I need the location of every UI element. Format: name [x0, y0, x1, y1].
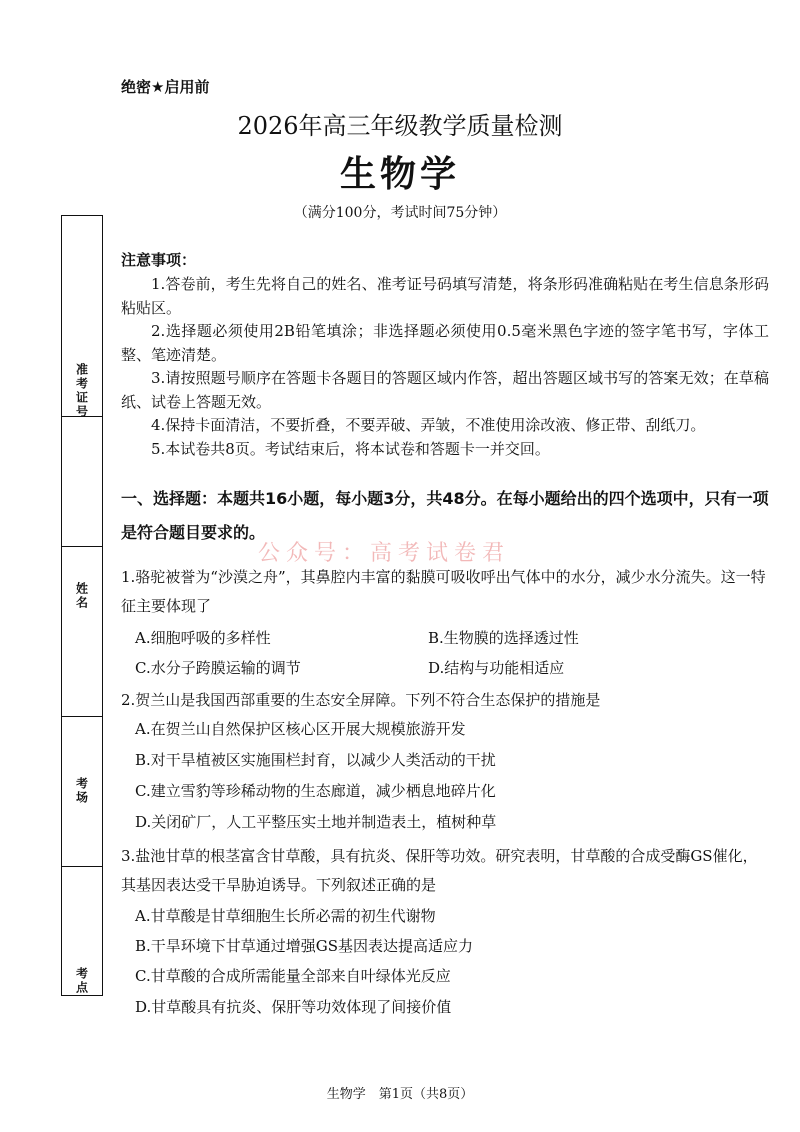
notice-title: 注意事项： [121, 251, 197, 269]
question-3-option-a: A.甘草酸是甘草细胞生长所必需的初生代谢物 [135, 907, 436, 925]
notice-item: 5.本试卷共8页。考试结束后，将本试卷和答题卡一并交回。 [151, 440, 550, 458]
question-2-option-b: B.对干旱植被区实施围栏封育，以减少人类活动的干扰 [135, 751, 496, 769]
question-1-option-a: A.细胞呼吸的多样性 [135, 629, 271, 647]
section-heading: 一、选择题：本题共16小题，每小题3分，共48分。在每小题给出的四个选项中，只有一项是符合题目要求的。 [121, 489, 769, 542]
question-1-stem: 1.骆驼被誉为“沙漠之舟”，其鼻腔内丰富的黏膜可吸收呼出气体中的水分，减少水分流失。这一特征主要体现了 [121, 568, 766, 615]
question-1-option-d: D.结构与功能相适应 [428, 659, 565, 677]
page-footer: 生物学 第1页（共8页） [326, 1087, 474, 1102]
strip-divider [62, 546, 102, 547]
question-1-option-c: C.水分子跨膜运输的调节 [135, 659, 301, 677]
exam-meta: （满分100分，考试时间75分钟） [293, 205, 507, 221]
secret-mark: 绝密★启用前 [121, 78, 210, 96]
question-3-option-b: B.干旱环境下甘草通过增强GS基因表达提高适应力 [135, 937, 474, 955]
question-3-option-d: D.甘草酸具有抗炎、保肝等功效体现了间接价值 [135, 998, 452, 1016]
question-2-option-a: A.在贺兰山自然保护区核心区开展大规模旅游开发 [135, 720, 466, 738]
notice-item: 1.答卷前，考生先将自己的姓名、准考证号码填写清楚，将条形码准确粘贴在考生信息条形码粘贴区。 [121, 275, 769, 317]
strip-label-room: 考场 [74, 777, 89, 805]
strip-label-site: 考点 [74, 967, 89, 995]
subject-title: 生物学 [339, 154, 460, 195]
question-3-option-c: C.甘草酸的合成所需能量全部来自叶绿体光反应 [135, 967, 451, 985]
strip-divider [62, 716, 102, 717]
question-1-option-b: B.生物膜的选择透过性 [428, 629, 579, 647]
notice-item: 4.保持卡面清洁，不要折叠，不要弄破、弄皱，不准使用涂改液、修正带、刮纸刀。 [151, 416, 706, 434]
watermark-text: 公众号：高考试卷君 [258, 541, 511, 566]
strip-divider [62, 416, 102, 417]
binding-strip [61, 215, 103, 996]
question-2-option-d: D.关闭矿厂，人工平整压实土地并制造表土，植树种草 [135, 813, 497, 831]
question-3-stem: 3.盐池甘草的根茎富含甘草酸，具有抗炎、保肝等功效。研究表明，甘草酸的合成受酶GS催化，其基因表达受干旱胁迫诱导。下列叙述正确的是 [121, 847, 758, 894]
strip-divider [62, 866, 102, 867]
strip-label-name: 姓名 [74, 582, 89, 610]
exam-title: 2026年高三年级教学质量检测 [237, 112, 563, 140]
question-2-stem: 2.贺兰山是我国西部重要的生态安全屏障。下列不符合生态保护的措施是 [121, 691, 601, 709]
strip-label-exam-id: 准考证号 [74, 363, 89, 419]
notice-item: 3.请按照题号顺序在答题卡各题目的答题区域内作答，超出答题区域书写的答案无效；在草稿纸、试卷上答题无效。 [121, 369, 769, 411]
notice-item: 2.选择题必须使用2B铅笔填涂；非选择题必须使用0.5毫米黑色字迹的签字笔书写，字体工整、笔迹清楚。 [121, 322, 769, 364]
question-2-option-c: C.建立雪豹等珍稀动物的生态廊道，减少栖息地碎片化 [135, 782, 496, 800]
